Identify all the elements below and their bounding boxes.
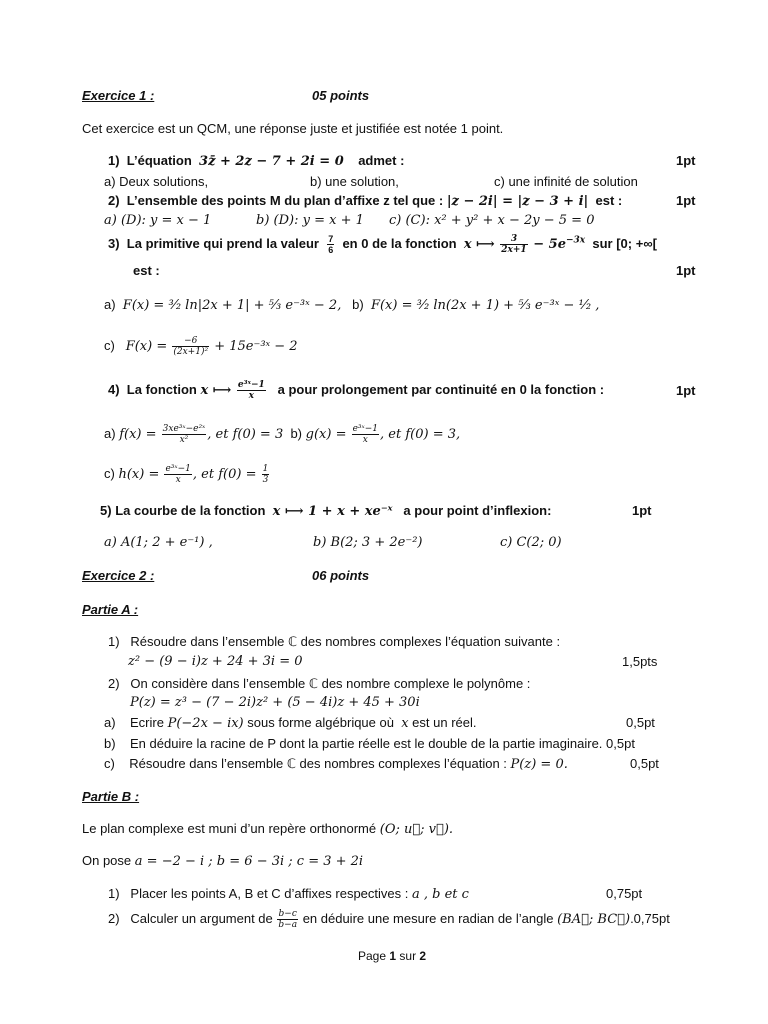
q4-option-c-line <box>104 464 270 485</box>
partie-a-q1-equation: z² − (9 − i)z + 24 + 3i = 0 <box>128 654 303 669</box>
q3-option-a: F(x) = ³⁄₂ ln|2x + 1| + ⁵⁄₃ e⁻³ˣ − 2, <box>122 298 342 313</box>
partie-b-intro-math: (O; u⃗; v⃗). <box>379 822 454 837</box>
q5-function: x ⟼ 1 + x + xe⁻ˣ <box>272 504 393 519</box>
partie-a-qa-x: x <box>401 716 409 731</box>
partie-b-q2-points: .0,75pt <box>630 910 670 926</box>
partie-a-qa-points: 0,5pt <box>626 715 655 730</box>
partie-b-q1-math: a , b et c <box>411 887 469 902</box>
q4-option-c-label: c) <box>104 466 115 481</box>
q1-line <box>108 153 404 169</box>
q2-label: 2) <box>108 193 120 208</box>
q1-option-b: b) une solution, <box>310 174 399 189</box>
footer-page-number: 1 <box>389 949 397 963</box>
exercise-1-intro: Cet exercice est un QCM, une réponse juste et justifiée est notée 1 point. <box>82 121 504 136</box>
q3-option-b-label: b) <box>352 297 364 312</box>
partie-b-q1-text: Placer les points A, B et C d’affixes respectives : <box>130 886 409 901</box>
q4-option-c: h(x) = $\frac{\text{e³ˣ−1}}{x}$ , et f(0) = $\frac{1}{3}$ <box>118 464 269 485</box>
partie-a-q1-points: 1,5pts <box>622 654 658 669</box>
q3-label: 3) <box>108 236 120 251</box>
partie-a-qa <box>104 715 477 731</box>
partie-a-qb <box>104 736 635 751</box>
page-footer <box>358 949 426 963</box>
q4-label: 4) <box>108 382 120 397</box>
partie-a-qc-equation: P(z) = 0. <box>510 757 568 772</box>
exercise-1-points: 05 points <box>312 88 370 103</box>
partie-a-qa-text-b: sous forme algébrique où <box>247 715 394 730</box>
partie-a-title: Partie A : <box>82 602 139 617</box>
q3-points: 1pt <box>676 263 696 278</box>
partie-a-qa-math: P(−2x − ix) <box>167 716 244 731</box>
q5-points: 1pt <box>632 503 652 518</box>
q5-line <box>100 503 551 519</box>
footer-mid: sur <box>399 949 417 963</box>
q4-text-a: La fonction <box>126 382 197 397</box>
partie-a-q1-text: Résoudre dans l’ensemble ℂ des nombres complexes l’équation suivante : <box>130 634 561 649</box>
q2-points: 1pt <box>676 193 696 208</box>
partie-a-qc-label: c) <box>104 756 115 771</box>
partie-b-q2-text-a: Calculer un argument de <box>130 910 273 926</box>
partie-b-pose-text: On pose <box>82 853 132 868</box>
partie-a-qa-text-c: est un réel. <box>412 715 477 730</box>
partie-a-q1 <box>108 634 560 650</box>
partie-a-qc-text: Résoudre dans l’ensemble ℂ des nombres complexes l’équation : <box>129 756 507 771</box>
q4-line <box>108 380 604 401</box>
partie-b-title: Partie B : <box>82 789 140 804</box>
q2-option-a: a) (D): y = x − 1 <box>104 213 212 228</box>
q4-option-b-label: b) <box>290 426 303 441</box>
q3-option-a-label: a) <box>104 297 116 312</box>
q4-text-b: a pour prolongement par continuité en 0 la fonction : <box>277 382 605 397</box>
partie-a-q2 <box>108 676 530 692</box>
exercise-2-title: Exercice 2 : <box>82 568 155 583</box>
partie-a-q2-equation: P(z) = z³ − (7 − 2i)z² + (5 − 4i)z + 45 + 30i <box>130 695 420 710</box>
q3-text-a: La primitive qui prend la valeur <box>126 236 319 251</box>
exercise-1-title: Exercice 1 : <box>82 88 155 103</box>
partie-b-q1-label: 1) <box>108 886 120 901</box>
q2-equation: |z − 2i| = |z − 3 + i| <box>446 194 589 209</box>
q3-text-d: est : <box>133 263 160 278</box>
partie-b-q2-fraction: $\frac{b-c}{b-a}$ <box>278 909 298 930</box>
partie-b-q1-points: 0,75pt <box>606 886 643 901</box>
footer-page-total: 2 <box>419 949 427 963</box>
exercise-2-points: 06 points <box>312 568 370 583</box>
q2-option-b: b) (D): y = x + 1 <box>256 213 364 228</box>
q2-option-c: c) (C): x² + y² + x − 2y − 5 = 0 <box>389 213 595 228</box>
partie-a-q2-text: On considère dans l’ensemble ℂ des nombre complexe le polynôme : <box>130 676 531 691</box>
partie-a-qa-label: a) <box>104 715 116 730</box>
q3-option-b: F(x) = ³⁄₂ ln(2x + 1) + ⁵⁄₃ e⁻³ˣ − ¹⁄₂ , <box>370 298 600 313</box>
partie-b-intro <box>82 821 453 837</box>
partie-b-q1 <box>108 886 469 902</box>
partie-a-q2-label: 2) <box>108 676 120 691</box>
q5-option-c: c) C(2; 0) <box>500 535 562 550</box>
q3-line <box>108 234 657 255</box>
q5-option-b: b) B(2; 3 + 2e⁻²) <box>313 535 423 550</box>
partie-b-q2-text-b: en déduire une mesure en radian de l’angle <box>302 910 554 926</box>
partie-b-pose <box>82 853 363 869</box>
partie-a-qc <box>104 756 568 772</box>
q3-options-ab <box>104 297 599 313</box>
q3-text-b: en 0 de la fonction <box>342 236 457 251</box>
partie-a-qa-text-a: Ecrire <box>130 715 164 730</box>
q1-option-a: a) Deux solutions, <box>104 174 209 189</box>
q3-function: x ⟼ $\frac{3}{2x+1}$ − $5e^{-3x}$ <box>463 234 586 255</box>
q5-option-a: a) A(1; 2 + e⁻¹) , <box>104 535 213 550</box>
partie-b-pose-math: a = −2 − i ; b = 6 − 3i ; c = 3 + 2i <box>134 854 364 869</box>
q5-text-b: a pour point d’inflexion: <box>403 503 552 518</box>
partie-a-qb-text: En déduire la racine de P dont la partie réelle est le double de la partie imaginaire. 0,5pt <box>130 736 635 751</box>
partie-b-q2 <box>108 909 670 930</box>
partie-b-q2-angle: (BA⃗; BC⃗) <box>557 911 631 927</box>
partie-b-intro-text: Le plan complexe est muni d’un repère orthonormé <box>82 821 377 836</box>
q4-options-ab <box>104 424 460 445</box>
partie-b-q2-label: 2) <box>108 910 120 926</box>
footer-pre: Page <box>358 949 387 963</box>
q4-option-a: f(x) = $\frac{\text{3xe³ˣ−e²ˣ}}{\text{x²}}$ , et f(0) = 3 <box>119 424 284 445</box>
partie-a-q1-label: 1) <box>108 634 120 649</box>
q4-function: x ⟼ $\frac{\text{e³ˣ−1}}{x}$ <box>200 380 265 401</box>
q2-text: L’ensemble des points M du plan d’affixe z tel que : <box>126 193 444 208</box>
q4-option-a-label: a) <box>104 426 116 441</box>
q3-value-fraction: $\frac{7}{6}$ <box>328 234 334 256</box>
partie-a-qb-label: b) <box>104 736 116 751</box>
q2-line <box>108 193 622 209</box>
q3-option-c-line <box>104 336 298 357</box>
q2-text-b: est : <box>595 193 623 208</box>
q3-option-c-label: c) <box>104 338 115 353</box>
q5-label: 5) <box>100 503 112 518</box>
q1-text-a: L’équation <box>126 153 192 168</box>
q3-text-c: sur [0; +∞[ <box>592 236 657 251</box>
q4-points: 1pt <box>676 383 696 398</box>
q1-text-b: admet : <box>358 153 405 168</box>
q4-option-b: g(x) = $\frac{\text{e³ˣ−1}}{x}$ , et f(0) = 3, <box>305 424 461 445</box>
q1-points: 1pt <box>676 153 696 168</box>
q1-label: 1) <box>108 153 120 168</box>
q1-option-c: c) une infinité de solution <box>494 174 638 189</box>
q3-option-c: F(x) = $\frac{-6}{\text{(2x+1)²}}$ + 15e⁻³ˣ − 2 <box>125 336 298 357</box>
q1-equation: 3z̄ + 2z − 7 + 2i = 0 <box>199 154 344 169</box>
q5-text-a: La courbe de la fonction <box>115 503 266 518</box>
partie-a-qc-points: 0,5pt <box>630 756 659 771</box>
